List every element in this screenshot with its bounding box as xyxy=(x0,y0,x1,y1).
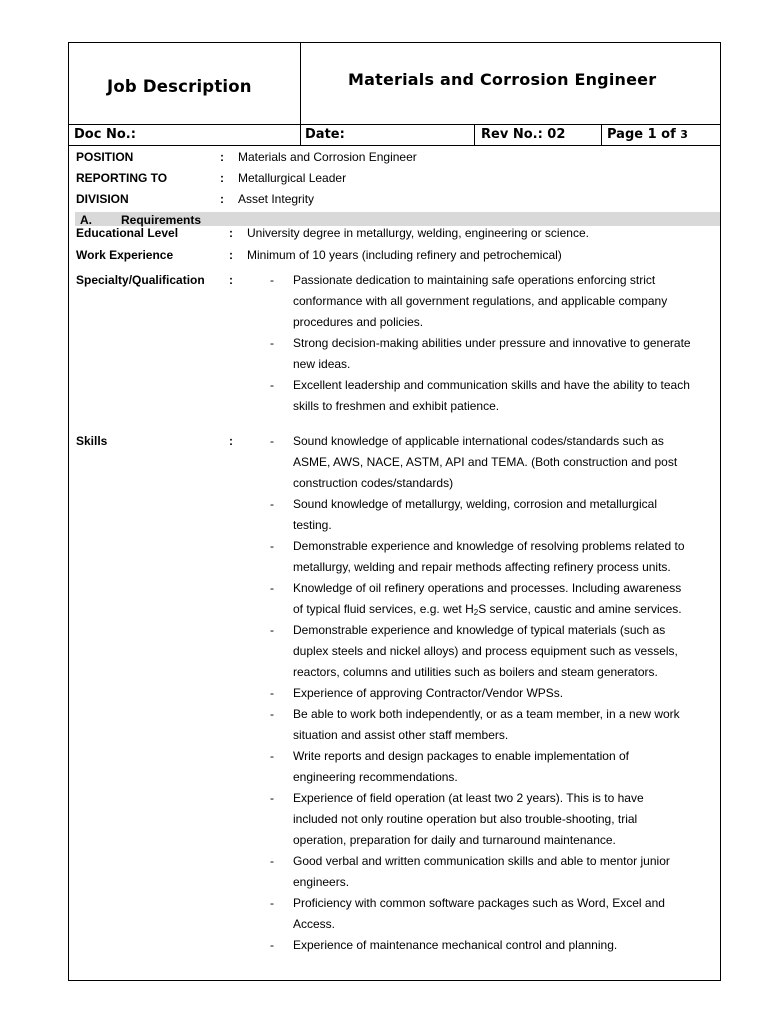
skills-line: reactors, columns and utilities such as boilers and steam generators. xyxy=(293,665,658,679)
specialty-line: skills to freshmen and exhibit patience. xyxy=(293,399,500,413)
experience-label: Work Experience xyxy=(76,248,174,262)
division-label: DIVISION xyxy=(76,192,129,206)
specialty-dash-3: - xyxy=(270,378,274,392)
experience-value: Minimum of 10 years (including refinery and petrochemical) xyxy=(247,248,562,262)
h2s-subscript: 2 xyxy=(473,608,479,617)
skills-dash: - xyxy=(270,791,274,805)
skills-line: Proficiency with common software packages such as Word, Excel and xyxy=(293,896,665,910)
skills-line: Access. xyxy=(293,917,336,931)
skills-dash: - xyxy=(270,854,274,868)
skills-line: Demonstrable experience and knowledge of typical materials (such as xyxy=(293,623,666,637)
page-label: Page 1 of xyxy=(607,127,676,142)
skills-line: Good verbal and written communication skills and able to mentor junior xyxy=(293,854,670,868)
h2s-prefix: of typical fluid services, e.g. wet H xyxy=(293,602,474,616)
position-value: Materials and Corrosion Engineer xyxy=(238,150,417,164)
skills-line: construction codes/standards) xyxy=(293,476,454,490)
doc-no-cell: Doc No.: xyxy=(69,124,301,145)
specialty-dash-2: - xyxy=(270,336,274,350)
skills-dash: - xyxy=(270,539,274,553)
reporting-label: REPORTING TO xyxy=(76,171,168,185)
date-cell: Date: xyxy=(301,124,475,145)
skills-dash: - xyxy=(270,896,274,910)
skills-line: Experience of maintenance mechanical control and planning. xyxy=(293,938,618,952)
skills-line: operation, preparation for daily and turnaround maintenance. xyxy=(293,833,616,847)
skills-line: Knowledge of oil refinery operations and processes. Including awareness xyxy=(293,581,682,595)
h2s-suffix: S service, caustic and amine services. xyxy=(478,602,682,616)
rev-no-cell: Rev No.: 02 xyxy=(475,124,602,145)
skills-line: engineering recommendations. xyxy=(293,770,458,784)
skills-line: duplex steels and nickel alloys) and process equipment such as vessels, xyxy=(293,644,678,658)
page-total: 3 xyxy=(680,128,688,141)
education-value: University degree in metallurgy, welding, engineering or science. xyxy=(247,226,589,240)
specialty-label: Specialty/Qualification xyxy=(76,273,205,287)
skills-dash: - xyxy=(270,707,274,721)
specialty-colon: : xyxy=(229,273,233,287)
skills-line: included not only routine operation but also trouble-shooting, trial xyxy=(293,812,638,826)
page-cell xyxy=(602,124,720,145)
skills-line: testing. xyxy=(293,518,332,532)
skills-dash: - xyxy=(270,938,274,952)
skills-line: Be able to work both independently, or as a team member, in a new work xyxy=(293,707,680,721)
section-a-title: Requirements xyxy=(121,213,202,227)
specialty-dash-1: - xyxy=(270,273,274,287)
skills-dash: - xyxy=(270,686,274,700)
reporting-colon: : xyxy=(220,171,224,185)
specialty-line: Strong decision-making abilities under pressure and innovative to generate xyxy=(293,336,691,350)
header-left-cell xyxy=(69,43,301,124)
division-value: Asset Integrity xyxy=(238,192,315,206)
specialty-line: procedures and policies. xyxy=(293,315,424,329)
specialty-line: Excellent leadership and communication skills and have the ability to teach xyxy=(293,378,690,392)
division-colon: : xyxy=(220,192,224,206)
doc-info-row xyxy=(69,124,720,146)
reporting-value: Metallurgical Leader xyxy=(238,171,347,185)
position-colon: : xyxy=(220,150,224,164)
skills-dash: - xyxy=(270,497,274,511)
section-a-letter: A. xyxy=(80,213,92,227)
skills-label: Skills xyxy=(76,434,108,448)
skills-colon: : xyxy=(229,434,233,448)
skills-line: Write reports and design packages to enable implementation of xyxy=(293,749,629,763)
skills-line: Experience of field operation (at least two 2 years). This is to have xyxy=(293,791,644,805)
skills-line: Demonstrable experience and knowledge of resolving problems related to xyxy=(293,539,685,553)
skills-dash: - xyxy=(270,623,274,637)
skills-line: engineers. xyxy=(293,875,350,889)
specialty-line: conformance with all government regulations, and applicable company xyxy=(293,294,668,308)
skills-line: ASME, AWS, NACE, ASTM, API and TEMA. (Both construction and post xyxy=(293,455,678,469)
job-title-heading: Materials and Corrosion Engineer xyxy=(348,70,657,89)
doc-type-title: Job Description xyxy=(107,77,252,96)
specialty-line: new ideas. xyxy=(293,357,351,371)
education-label: Educational Level xyxy=(76,226,179,240)
skills-line: Sound knowledge of applicable international codes/standards such as xyxy=(293,434,664,448)
skills-line: situation and assist other staff members. xyxy=(293,728,509,742)
skills-line: Sound knowledge of metallurgy, welding, corrosion and metallurgical xyxy=(293,497,657,511)
skills-line: Experience of approving Contractor/Vendor WPSs. xyxy=(293,686,564,700)
education-colon: : xyxy=(229,226,233,240)
specialty-line: Passionate dedication to maintaining safe operations enforcing strict xyxy=(293,273,656,287)
skills-dash: - xyxy=(270,581,274,595)
skills-dash: - xyxy=(270,434,274,448)
skills-line: metallurgy, welding and repair methods affecting refinery process units. xyxy=(293,560,671,574)
skills-line-h2s xyxy=(293,602,682,620)
skills-dash: - xyxy=(270,749,274,763)
experience-colon: : xyxy=(229,248,233,262)
position-label: POSITION xyxy=(76,150,134,164)
